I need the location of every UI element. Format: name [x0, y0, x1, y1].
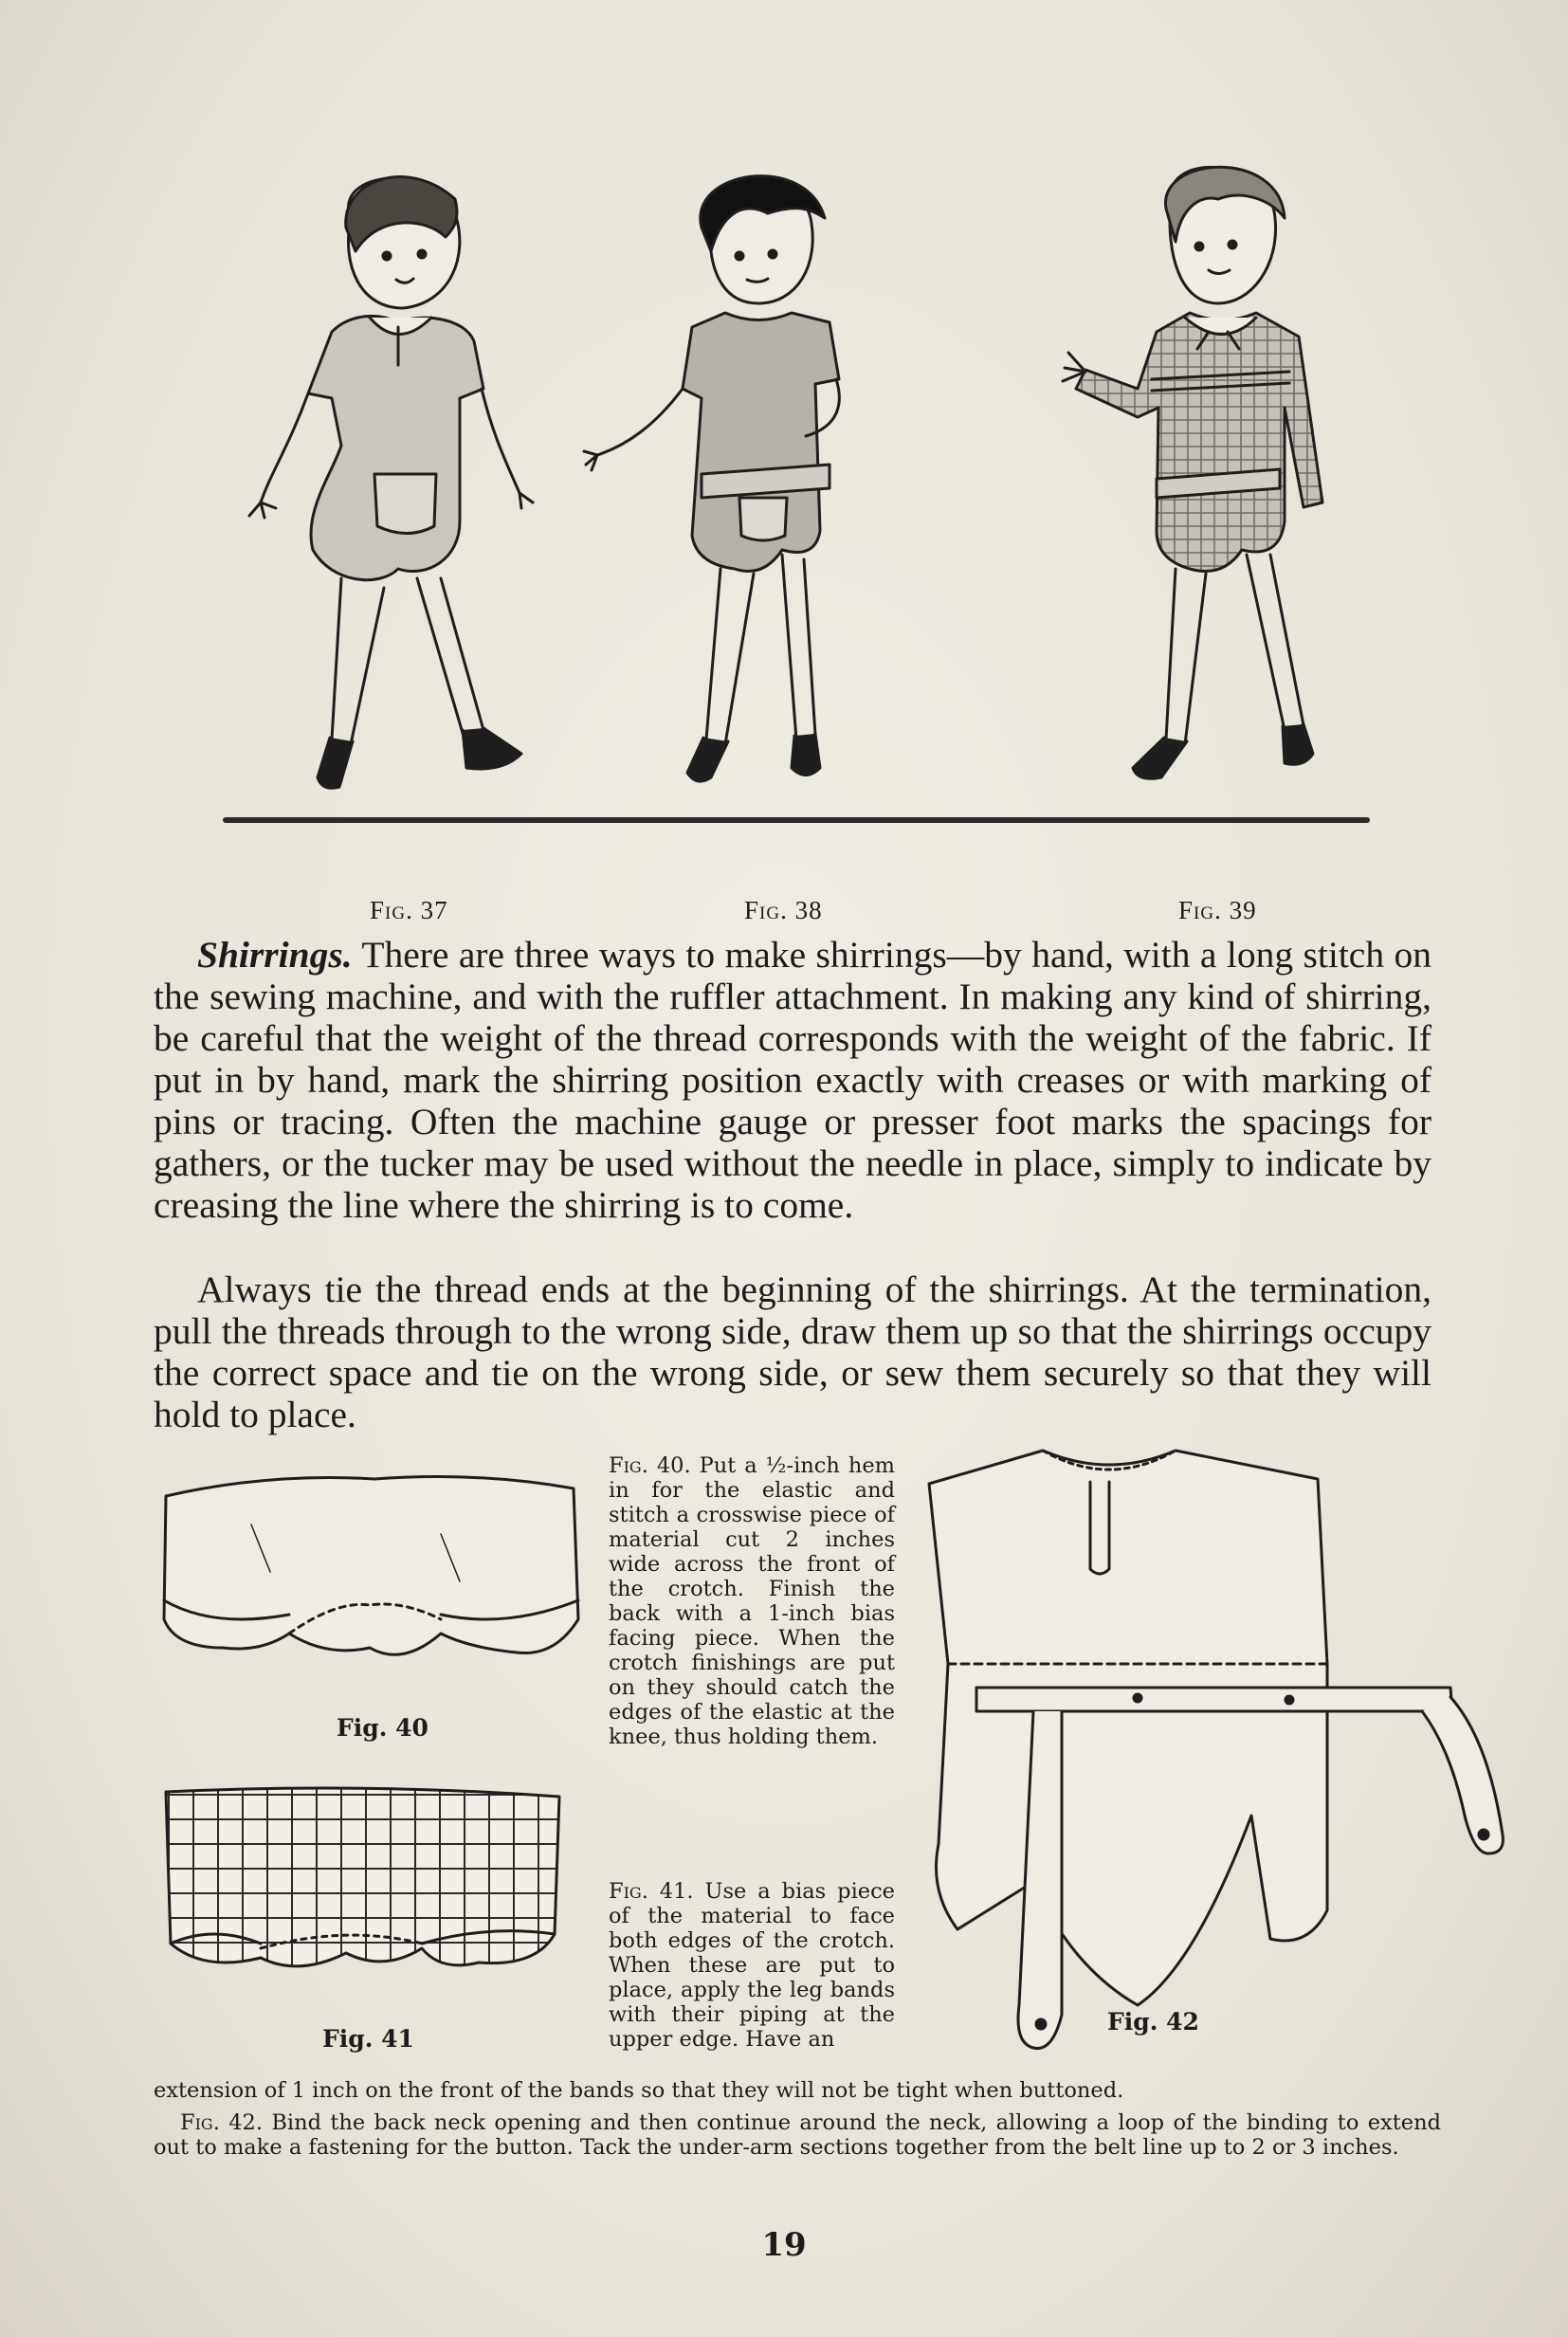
shirrings-heading: Shirrings. — [197, 934, 353, 976]
figure-39-caption: Fig. 39 — [1178, 896, 1257, 924]
shirrings-paragraph — [154, 934, 1431, 1226]
figure-40-caption-text: Put a ½-inch hem in for the elastic and stitch a crosswise piece of material cut 2 inches wide across the front of the crotch. Finish the back with a 1-inch bias facing piece. When the crotch finishings are put on they should catch the edges of the elastic at the knee, thus holding them. — [609, 1453, 895, 1749]
figure-42-label: Fig. 42 — [1107, 2008, 1199, 2036]
figure-40-caption-lead: Fig. 40. — [609, 1453, 691, 1478]
figure-41-caption-continued: extension of 1 inch on the front of the bands so that they will not be tight when buttoned. — [154, 2078, 1124, 2103]
figure-42-caption-lead: Fig. 42. — [180, 2110, 263, 2135]
page-number: 19 — [761, 2226, 807, 2264]
figure-41-caption — [609, 1879, 895, 2052]
figure-42-caption — [154, 2110, 1441, 2160]
figure-40-caption — [609, 1453, 895, 1749]
figure-41-checked-bloomer-drawing — [156, 1782, 574, 2019]
figure-42-caption-text: Bind the back neck opening and then continue around the neck, allowing a loop of the binding to extend out to make a fastening for the button. Tack the under-arm sections together from the belt line up to 2 or 3 inches. — [154, 2110, 1441, 2160]
figure-41-caption-lead: Fig. 41. — [609, 1879, 694, 1904]
shirrings-text: There are three ways to make shirrings—by hand, with a long stitch on the sewing machine, and with the ruffler attachment. In making any kind of shirring, be careful that the weight of the thread corresponds with the weight of the fabric. If put in by hand, mark the shirring position exactly with creases or with marking of pins or tracing. Often the machine gauge or presser foot marks the spacings for gathers, or the tucker may be used without the needle in place, simply to indicate by creasing the line where the shirring is to come. — [154, 934, 1431, 1226]
figure-41-label: Fig. 41 — [322, 2025, 414, 2053]
figure-40-label: Fig. 40 — [337, 1714, 428, 1742]
figure-37-caption: Fig. 37 — [370, 896, 448, 924]
figure-39-child-checked-romper — [995, 161, 1384, 882]
figure-38-caption: Fig. 38 — [744, 896, 823, 924]
ground-line — [223, 817, 1370, 823]
figure-42-romper-flat-drawing — [920, 1436, 1507, 2062]
figure-38-child-sunsuit — [578, 161, 957, 882]
figure-37-child-romper — [218, 161, 588, 882]
figure-41-caption-text: Use a bias piece of the material to face both edges of the crotch. When these are put to place, apply the leg bands with their piping at the upper edge. Have an — [609, 1879, 895, 2052]
figure-40-bloomer-drawing — [156, 1468, 588, 1705]
thread-ends-paragraph: Always tie the thread ends at the beginning of the shirrings. At the termination, pull the threads through to the wrong side, draw them up so that the shirrings occupy the correct space and tie on the wrong side, or sew them securely so that they will hold to place. — [154, 1269, 1431, 1435]
